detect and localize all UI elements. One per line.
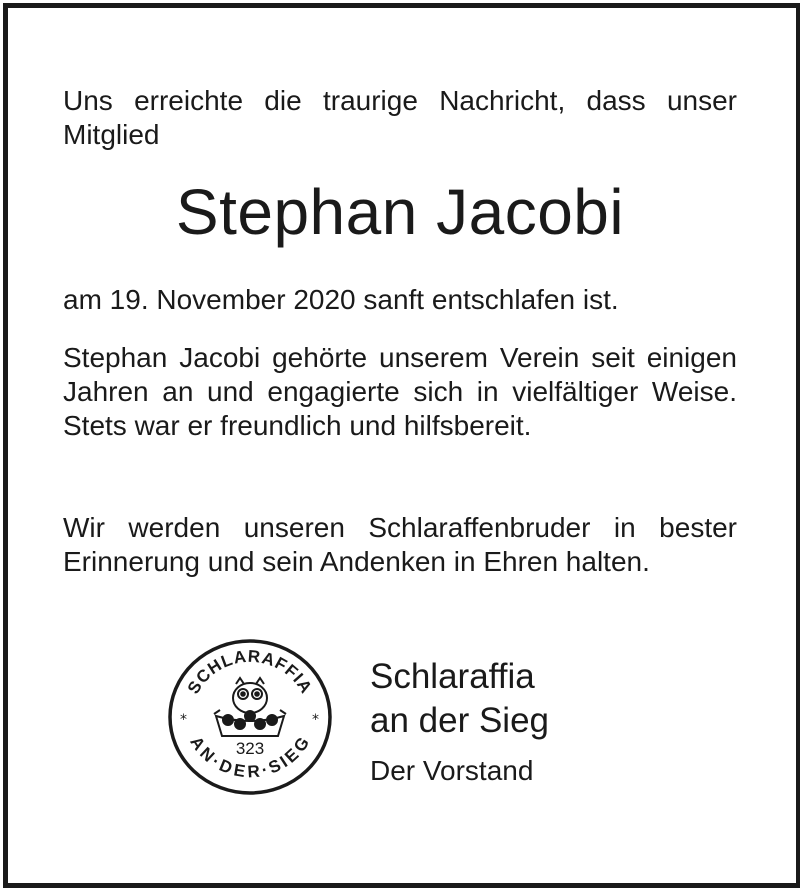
paragraph-remembrance: Wir werden unseren Schlaraffenbruder in bester Erinnerung und sein Andenken in Ehren halten.	[63, 512, 737, 577]
signature-location: an der Sieg	[370, 701, 550, 740]
club-seal-stamp	[166, 638, 334, 796]
seal-bottom-text: AN·DER·SIEG	[186, 732, 314, 782]
signature-club: Schlaraffia	[370, 657, 535, 696]
intro-text: Uns erreichte die traurige Nachricht, dass unser Mitglied	[63, 85, 737, 150]
paragraph-tribute: Stephan Jacobi gehörte unserem Verein seit einigen Jahren an und engagierte sich in vielfältiger Weise. Stets war er freundlich und hilfsbereit.	[63, 342, 737, 441]
seal-number: 323	[235, 739, 265, 758]
svg-text:*: *	[180, 712, 187, 728]
signature-board: Der Vorstand	[370, 755, 534, 786]
seal-top-text: SCHLARAFFIA	[183, 646, 317, 698]
owl-crest-icon	[214, 678, 286, 736]
deceased-name: Stephan Jacobi	[175, 176, 625, 248]
date-line: am 19. November 2020 sanft entschlafen ist.	[63, 284, 619, 315]
svg-text:*: *	[312, 712, 319, 728]
